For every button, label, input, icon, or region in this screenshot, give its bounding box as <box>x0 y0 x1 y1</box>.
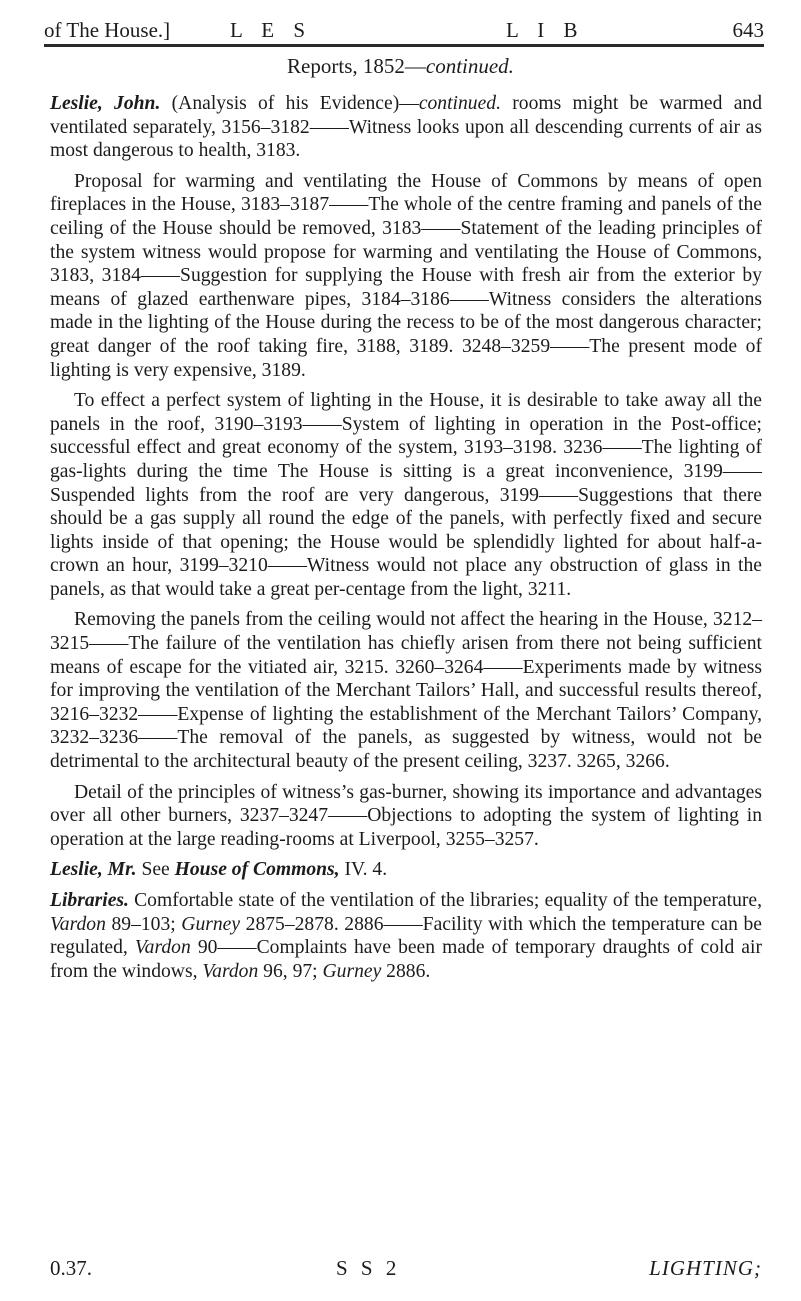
running-head-italic: continued. <box>425 54 514 78</box>
entry-text: 89–103; <box>105 913 182 935</box>
page-footer <box>50 1256 762 1282</box>
entry-text: 2886. <box>381 960 431 982</box>
entry-lead-italic: continued. <box>418 93 501 114</box>
entry-leslie-john-p1 <box>50 92 762 163</box>
witness-name: Vardon <box>202 960 259 982</box>
entry-leslie-john-p3: To effect a perfect system of lighting in the House, it is desirable to take away all the panels in the roof, 3190–3193——System of lighting in operation in the Post-office; successful effect and great economy of the system, 3193–3198. 3236——The lighting of gas-lights during the time The House is sitting is a great inconvenience, 3199——Suspended lights from the roof are very dangerous, 3199——Suggestions that there should be a gas supply all round the edge of the panels, with perfectly fixed and secure lights inside of that opening; the House would be splendidly lighted for about half-a-crown an hour, 3199–3210——Witness would not place any obstruction of glass in the panels, as that would take a great per-centage from the light, 3211. <box>50 390 762 600</box>
entry-leslie-john-p2: Proposal for warming and ventilating the House of Commons by means of open fireplaces in the House, 3183–3187——The whole of the centre framing and panels of the ceiling of the House should be removed, 3183——Statement of the leading principles of the system witness would propose for warming and ventilating the House of Commons, 3183, 3184——Suggestion for supplying the House with fresh air from the exterior by means of glazed earthenware pipes, 3184–3186——Witness considers the alterations made in the lighting of the House during the recess to be of the most dangerous character; great danger of the roof taking fire, 3188, 3189. 3248–3259——The present mode of lighting is very expensive, 3189. <box>50 170 762 381</box>
witness-name: Gurney <box>181 913 241 935</box>
entry-text: 96, 97; <box>258 960 323 982</box>
witness-name: Vardon <box>50 913 106 935</box>
footer-catchword: LIGHTING; <box>649 1256 762 1280</box>
entry-text: rooms might be warmed and ventilated separately, 3156–3182——Witness looks upon all descending currents of air as most dangerous to health, 3183. <box>50 93 763 162</box>
entry-libraries <box>50 889 762 983</box>
header-index-range-start: L E S <box>230 18 313 42</box>
entry-leslie-john-p5: Detail of the principles of witness’s gas-burner, showing its importance and advantages over all other burners, 3237–3247——Objections to adopting the system of lighting in operation at the large reading-rooms at Liverpool, 3255–3257. <box>50 781 762 850</box>
entry-text: 2875–2878. 2886——Facility with which the temperature can be regulated, <box>50 913 762 959</box>
footer-signature-mark: S S 2 <box>336 1256 401 1280</box>
entry-lead: (Analysis of his Evidence)— <box>171 93 419 114</box>
page-header <box>44 16 764 44</box>
entry-text: IV. 4. <box>339 859 388 881</box>
entry-cross-reference: House of Commons, <box>174 859 340 881</box>
entry-leslie-mr <box>50 858 762 882</box>
running-head <box>0 54 801 79</box>
running-head-text: Reports, 1852— <box>287 54 426 78</box>
header-rule <box>44 44 764 47</box>
footer-paper-number: 0.37. <box>50 1256 92 1280</box>
entry-heading: Libraries. <box>50 890 129 911</box>
entry-text: Comfortable state of the ventilation of the libraries; equality of the temperature, <box>128 890 762 911</box>
entry-leslie-john-p4: Removing the panels from the ceiling would not affect the hearing in the House, 3212–3215——The failure of the ventilation has chiefly arisen from there not being sufficient means of escape for the vitiated air, 3215. 3260–3264——Experiments made by witness for improving the ventilation of the Merchant Tailors’ Hall, and successful results thereof, 3216–3232——Expense of lighting the establishment of the Merchant Tailors’ Company, 3232–3236——The removal of the panels, as suggested by witness, would not be detrimental to the architectural beauty of the present ceiling, 3237. 3265, 3266. <box>50 609 762 773</box>
entry-text: See <box>136 859 175 881</box>
entry-text: 90——Complaints have been made of temporary draughts of cold air from the windows, <box>50 937 762 982</box>
witness-name: Vardon <box>134 937 191 959</box>
page-number: 643 <box>732 18 764 42</box>
header-index-range-end: L I B <box>506 18 585 42</box>
witness-name: Gurney <box>322 960 382 982</box>
index-body <box>50 92 762 990</box>
header-section-title: of The House.] <box>44 18 171 42</box>
entry-heading: Leslie, Mr. <box>50 859 137 881</box>
entry-heading: Leslie, John. <box>50 93 161 114</box>
